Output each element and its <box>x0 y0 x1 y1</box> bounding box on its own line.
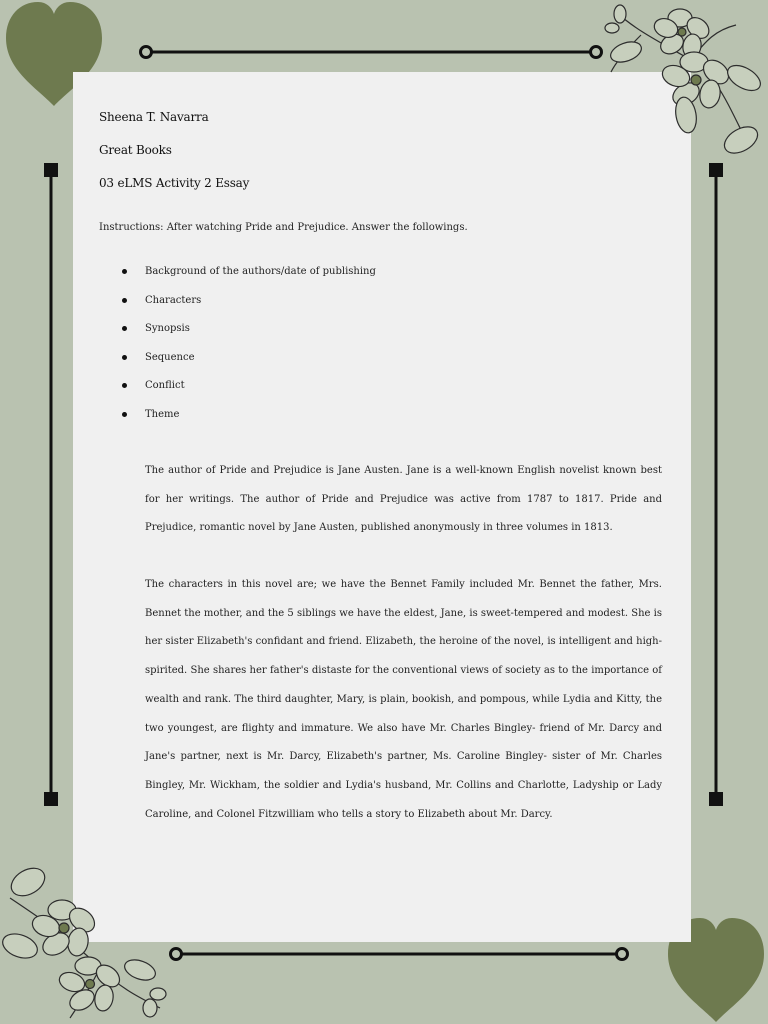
top-right-flower-icon <box>596 0 768 170</box>
paragraph-author: The author of Pride and Prejudice is Jane Austen. Jane is a well-known English novelist known best for her writings. The author of Pride and Prejudice was active from 1787 to 1817. Pride and Prejudice, romantic novel by Jane Austen, published anonymously in three volumes in 1813. <box>145 465 662 534</box>
author-name: Sheena T. Navarra <box>99 110 209 124</box>
paragraph-characters: The characters in this novel are; we have the Bennet Family included Mr. Bennet the father, Mrs. Bennet the mother, and the 5 siblings we have the eldest, Jane, is sweet-tempered and modest. She is her sister Elizabeth's confidant and friend. Elizabeth, the heroine of the novel, is intelligent and high-spirited. She shares her father's distaste for the conventional views of society as to the importance of wealth and rank. The third daughter, Mary, is plain, bookish, and pompous, while Lydia and Kitty, the two youngest, are flighty and immature. We also have Mr. Charles Bingley- friend of Mr. Darcy and Jane's partner, next is Mr. Darcy, Elizabeth's partner, Ms. Caroline Bingley- sister of Mr. Charles Bingley, Mr. Wickham, the soldier and Lydia's husband, Mr. Collins and Charlotte, Ladyship or Lady Caroline, and Colonel Fitzwilliam who tells a story to Elizabeth about Mr. Darcy. <box>145 579 662 820</box>
bullet-list <box>99 263 376 435</box>
list-item: Sequence <box>99 349 376 378</box>
right-line-divider <box>706 162 726 810</box>
instructions-text: Instructions: After watching Pride and Prejudice. Answer the followings. <box>99 222 468 233</box>
list-item: Characters <box>99 292 376 321</box>
list-item: Conflict <box>99 377 376 406</box>
bottom-left-flower-icon <box>0 858 172 1024</box>
left-line-divider <box>41 162 61 810</box>
top-line-divider <box>136 42 606 62</box>
bottom-line-divider <box>166 944 632 964</box>
list-item: Background of the authors/date of publishing <box>99 263 376 292</box>
activity-title: 03 eLMS Activity 2 Essay <box>99 176 250 190</box>
list-item: Synopsis <box>99 320 376 349</box>
course-title: Great Books <box>99 143 172 157</box>
list-item: Theme <box>99 406 376 435</box>
